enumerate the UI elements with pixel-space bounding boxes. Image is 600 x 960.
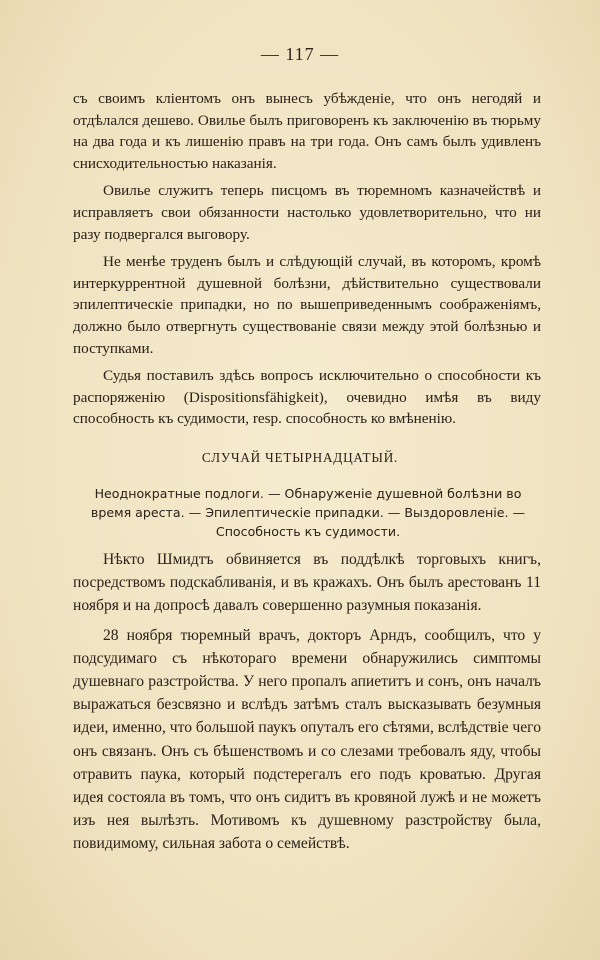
paragraph: Нѣкто Шмидтъ обвиняется въ поддѣлкѣ торговыхъ книгъ, посредствомъ подскабливанія, и въ кражахъ. Онъ былъ арестованъ 11 ноября и на допросѣ давалъ совершенно разумныя показанія. [73, 551, 541, 615]
section-title: СЛУЧАЙ ЧЕТЫРНАДЦАТЫЙ. [201, 450, 399, 465]
text-block-1 [73, 88, 541, 436]
section-subtitle: Неоднократные подлоги. — Обнаруженіе душевной болѣзни во время ареста. — Эпилептическіе припадки. — Выздоровленіе. — Способность къ судимости. [90, 486, 526, 539]
paragraph: Овилье служитъ теперь писцомъ въ тюремномъ казначействѣ и исправляетъ свои обязанности настолько удовлетворительно, что ни разу подвергался выговору. [73, 182, 541, 243]
paragraph: Не менѣе труденъ былъ и слѣдующій случай, въ которомъ, кромѣ интеркуррентной душевной болѣзни, дѣйствительно существовали эпилептическіе припадки, но по вышеприведеннымъ соображеніямъ, должно было отвергнуть существованіе связи между этой болѣзнью и поступками. [73, 253, 541, 357]
paragraph: 28 ноября тюремный врачъ, докторъ Арндъ, сообщилъ, что у подсудимаго съ нѣкотораго времени обнаружились симптомы душевнаго разстройства. У него пропалъ апиетитъ и сонъ, онъ началъ выражаться безсвязно и вслѣдъ затѣмъ сталъ высказывать безумныя идеи, именно, что большой паукъ опуталъ его сѣтями, вслѣдствіе чего онъ связанъ. Онъ съ бѣшенствомъ и со слезами требовалъ яду, чтобы отравить паука, который подстерегалъ его подъ кроватью. Другая идея состояла въ томъ, что онъ сидитъ въ кровяной лужѣ и не можетъ изъ нея вылѣзть. Мотивомъ къ душевному разстройству была, повидимому, сильная забота о семействѣ. [73, 626, 541, 853]
page-number: — 117 — [260, 44, 340, 64]
paragraph: Судья поставилъ здѣсь вопросъ исключительно о способности къ распоряженію (Dispositionsfähigkeit), очевидно имѣя въ виду способность къ судимости, resp. способность ко вмѣненію. [73, 367, 541, 428]
paragraph: съ своимъ кліентомъ онъ вынесъ убѣжденіе, что онъ негодяй и отдѣлался дешево. Овилье былъ приговоренъ къ заключенію въ тюрьму на два года и къ лишенію правъ на три года. Онъ самъ былъ удивленъ снисходительностью наказанія. [73, 90, 541, 172]
text-block-2 [73, 548, 541, 862]
